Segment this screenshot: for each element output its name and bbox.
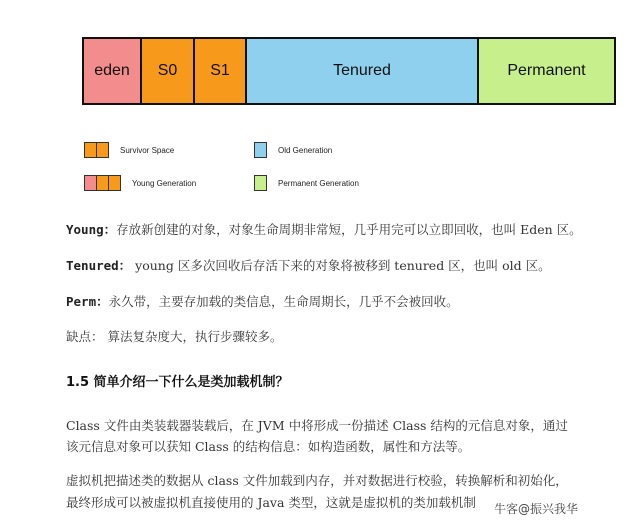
perm-term: Perm： [66,294,109,309]
legend-old [254,142,332,158]
tenured-text: young 区多次回收后存活下来的对象将被移到 tenured 区，也叫 old 区。 [131,258,551,273]
tenured-term: Tenured： [66,258,132,273]
young-text: 存放新创建的对象，对象生命周期非常短，几乎用完可以立即回收，也叫 Eden 区。 [116,222,582,237]
legend-swatch [96,142,109,158]
perm-description [66,291,620,313]
memory-layout-bar [82,37,616,105]
paragraph-class-file-line-2: 该元信息对象可以获知 Class 的结构信息：如构造函数，属性和方法等。 [66,439,471,454]
legend-young [84,175,196,191]
legend-swatch [254,175,267,191]
segment-s1: S1 [195,39,247,103]
legend-permanent [254,175,359,191]
young-description [66,219,620,241]
cons-description: 缺点： 算法复杂度大，执行步骤较多。 [66,329,283,344]
watermark: 牛客@振兴我华 [494,502,579,516]
paragraph-vm-loading-line-1: 虚拟机把描述类的数据从 class 文件加载到内存，并对数据进行校验，转换解析和初始化， [66,473,568,488]
legend-label: Survivor Space [120,145,175,155]
legend-swatch [254,142,267,158]
legend-swatch [108,175,121,191]
segment-permanent: Permanent [479,39,614,103]
paragraph-vm-loading-line-2: 最终形成可以被虚拟机直接使用的 Java 类型，这就是虚拟机的类加载机制 [66,495,476,510]
legend-survivor [84,142,174,158]
section-heading: 1.5 简单介绍一下什么是类加载机制？ [66,375,289,390]
perm-text: 永久带，主要存加载的类信息，生命周期长，几乎不会被回收。 [108,294,459,309]
paragraph-class-file-line-1: Class 文件由类装载器装载后，在 JVM 中将形成一份描述 Class 结构的元信息对象，通过 [66,418,568,433]
young-term: Young： [66,222,117,237]
segment-s0: S0 [142,39,195,103]
legend-label: Young Generation [132,178,197,188]
segment-eden: eden [84,39,142,103]
legend-label: Old Generation [278,145,333,155]
legend-label: Permanent Generation [278,178,359,188]
segment-tenured: Tenured [247,39,479,103]
tenured-description [66,255,620,277]
